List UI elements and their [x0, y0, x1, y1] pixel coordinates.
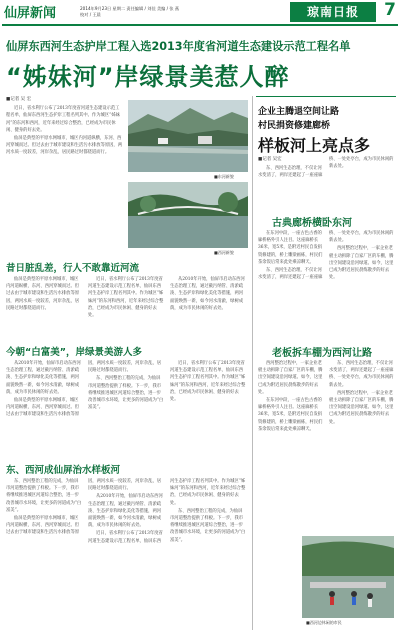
- paper-name: 琼南日报: [290, 2, 376, 22]
- photo2-caption: ■西河新貌: [214, 250, 234, 255]
- river-bridge-image: [128, 182, 248, 248]
- sidebar-sub1-paragraph: 在东河中段，一座古色古香的廊桥格外引人注目。这座廊桥长36米，宽5米，是附近村民自发捐资修建的，桥上雕梁画栋，村民们茶余饭后常来此处乘凉聊天。: [258, 231, 323, 265]
- sub3-paragraph: 东、西河整治工程的完成，为仙屏市河道整治提供了样板。下一步，我市将继续推进城区河道综合整治，进一步改善城市水环境，让更多的河道成为“白富美”。: [6, 479, 82, 513]
- header-rule: [2, 24, 398, 26]
- photo1-caption: ■东河新貌: [214, 174, 234, 179]
- sidebar-intro: [258, 156, 394, 210]
- sub2-text: [6, 360, 246, 456]
- sub2-paragraph-2: 仙屏是典型的平原水网城市，城区内河道纵横，东河、西河穿城而过。但过去由于城市建设和生活污水排放等原因，两河水质一度较差，河岸杂乱，居民路过时都绕道而行。: [6, 361, 162, 418]
- main-subhead-2: 今朝“白富美”，岸绿景美游人多: [6, 347, 142, 358]
- sidebar-kicker: 企业主腾退空间让路: [258, 107, 340, 117]
- sub1-paragraph-2: 近日，省水利厅公布了2013年度省河道生态建设示范工程名单，仙屏东西河生态护岸工程名列其中。作为城区“姊妹河”的东河和西河，近年来经过综合整治，已经成为市民休闲、健身的好去处。: [88, 277, 164, 319]
- sub2-paragraph-3: 东、西河整治工程的完成，为仙屏市河道整治提供了样板。下一步，我市将继续推进城区河道综合整治，进一步改善城市水环境，让更多的河道成为“白富美”。: [88, 376, 164, 411]
- issue-meta-line1: 2014年9月23日 星期二 责任编辑 / 刘佳 美编 / 张 燕: [80, 6, 180, 11]
- sub1-text: [6, 276, 246, 336]
- main-headline: “姊妹河”岸绿景美惹人醉: [6, 63, 290, 91]
- sub1-paragraph-3: 从2010年开始，仙屏市启动东西河生态治理工程，通过截污纳管、清淤疏浚、生态护岸和绿化美化等措施，两河面貌焕然一新，如今河水清澈，绿树成荫，成为市民休闲的好去处。: [170, 277, 245, 311]
- sidebar-subhead-2: 老板拆车棚为西河让路: [272, 348, 372, 359]
- sub3-paragraph-4: 近日，省水利厅公布了2013年度省河道生态建设示范工程名单，仙屏东西河生态护岸工程名列其中。作为城区“姊妹河”的东河和西河，近年来经过综合整治，已经成为市民休闲、健身的好去处。: [88, 479, 246, 544]
- river-landscape-image: [128, 100, 248, 172]
- sub3-paragraph-5: 东、西河整治工程的完成，为仙屏市河道整治提供了样板。下一步，我市将继续推进城区河道综合整治，进一步改善城市水环境，让更多的河道成为“白富美”。: [170, 508, 246, 543]
- sidebar-sub1-paragraph-3: 西河整治过程中，一家企业老板主动拆除了自家厂区的车棚，腾出空间建设沿河绿道。如今，这里已成为附近居民晨练散步的好去处。: [329, 246, 394, 281]
- sidebar-sub2-paragraph-2: 在东河中段，一座古色古香的廊桥格外引人注目。这座廊桥长36米，宽5米，是附近村民自发捐资修建的，桥上雕梁画栋，村民们茶余饭后常来此处乘凉聊天。: [258, 398, 323, 432]
- sidebar-byline: ■记者 吴宏: [258, 157, 282, 162]
- issue-meta-line2: 校对 / 王晨: [80, 12, 101, 17]
- riverside-people-image: [302, 536, 394, 618]
- photo-west-river: [128, 182, 248, 248]
- main-intro: 近日，省水利厅公布了2013年度省河道生态建设示范工程名单，仙屏东西河生态护岸工程名列其中。作为城区“姊妹河”的东河和西河，近年来经过综合整治，已经成为市民休闲、健身的好去处。: [6, 106, 120, 133]
- sidebar-photo-caption: ■西河边休闲的市民: [306, 620, 342, 625]
- page-header: [0, 0, 400, 26]
- sidebar-top-rule: [256, 96, 396, 97]
- lead-column: [6, 96, 122, 234]
- section-title: 仙屏新闻: [4, 6, 57, 21]
- sub3-text: [6, 478, 246, 628]
- sidebar-kicker-2: 村民捐资修建廊桥: [258, 121, 331, 131]
- photo-west-river-leisure: [302, 536, 394, 618]
- column-divider: [252, 96, 253, 630]
- sub2-paragraph: 从2010年开始，仙屏市启动东西河生态治理工程，通过截污纳管、清淤疏浚、生态护岸和绿化美化等措施，两河面貌焕然一新，如今河水清澈，绿树成荫，成为市民休闲的好去处。: [6, 361, 81, 395]
- main-kicker: 仙屏东西河生态护岸工程入选2013年度省河道生态建设示范工程名单: [6, 40, 351, 53]
- sidebar-headline: 样板河上亮点多: [258, 136, 371, 155]
- main-byline: ■记者 吴 宏: [6, 97, 32, 102]
- main-intro-cont: 仙屏是典型的平原水网城市，城区内河道纵横，东河、西河穿城而过。但过去由于城市建设和生活污水排放等原因，两河水质一度较差，河岸杂乱，居民路过时都绕道而行。: [6, 136, 122, 156]
- sidebar-sub1-paragraph-2: 东、西河生态治理，不仅让河水变清了，两岸还建起了一座座廊桥、一处处亭台，成为市民休闲的新去处。: [258, 231, 394, 281]
- sidebar-sub2-text: [258, 360, 394, 530]
- sidebar-intro-paragraph: 东、西河生态治理，不仅让河水变清了，两岸还建起了一座座廊桥、一处处亭台，成为市民休闲的新去处。: [258, 157, 394, 179]
- issue-meta: [80, 6, 200, 18]
- sidebar-sub2-paragraph-4: 西河整治过程中，一家企业老板主动拆除了自家厂区的车棚，腾出空间建设沿河绿道。如今，这里已成为附近居民晨练散步的好去处。: [329, 390, 394, 425]
- sub3-paragraph-3: 从2010年开始，仙屏市启动东西河生态治理工程，通过截污纳管、清淤疏浚、生态护岸和绿化美化等措施，两河面貌焕然一新，如今河水清澈，绿树成荫，成为市民休闲的好去处。: [88, 494, 163, 529]
- sub3-paragraph-2: 仙屏是典型的平原水网城市，城区内河道纵横，东河、西河穿城而过。但过去由于城市建设和生活污水排放等原因，两河水质一度较差，河岸杂乱，居民路过时都绕道而行。: [6, 479, 162, 536]
- page-number: 7: [384, 0, 396, 20]
- main-subhead-3: 东、西河成仙屏治水样板河: [6, 465, 121, 476]
- sidebar-subhead-1: 古典廊桥横卧东河: [272, 218, 352, 229]
- sub1-paragraph: 仙屏是典型的平原水网城市，城区内河道纵横，东河、西河穿城而过。但过去由于城市建设和生活污水排放等原因，两河水质一度较差，河岸杂乱，居民路过时都绕道而行。: [6, 277, 80, 311]
- sidebar-sub1-text: [258, 230, 394, 340]
- main-subhead-1: 昔日脏乱差，行人不敢靠近河流: [6, 263, 140, 274]
- photo-east-river: [128, 100, 248, 172]
- sidebar-sub2-paragraph: 西河整治过程中，一家企业老板主动拆除了自家厂区的车棚，腾出空间建设沿河绿道。如今，这里已成为附近居民晨练散步的好去处。: [258, 361, 323, 395]
- sidebar-sub2-paragraph-3: 东、西河生态治理，不仅让河水变清了，两岸还建起了一座座廊桥、一处处亭台，成为市民休闲的新去处。: [329, 361, 394, 388]
- sub2-paragraph-4: 近日，省水利厅公布了2013年度省河道生态建设示范工程名单，仙屏东西河生态护岸工程名列其中。作为城区“姊妹河”的东河和西河，近年来经过综合整治，已经成为市民休闲、健身的好去处。: [170, 361, 246, 403]
